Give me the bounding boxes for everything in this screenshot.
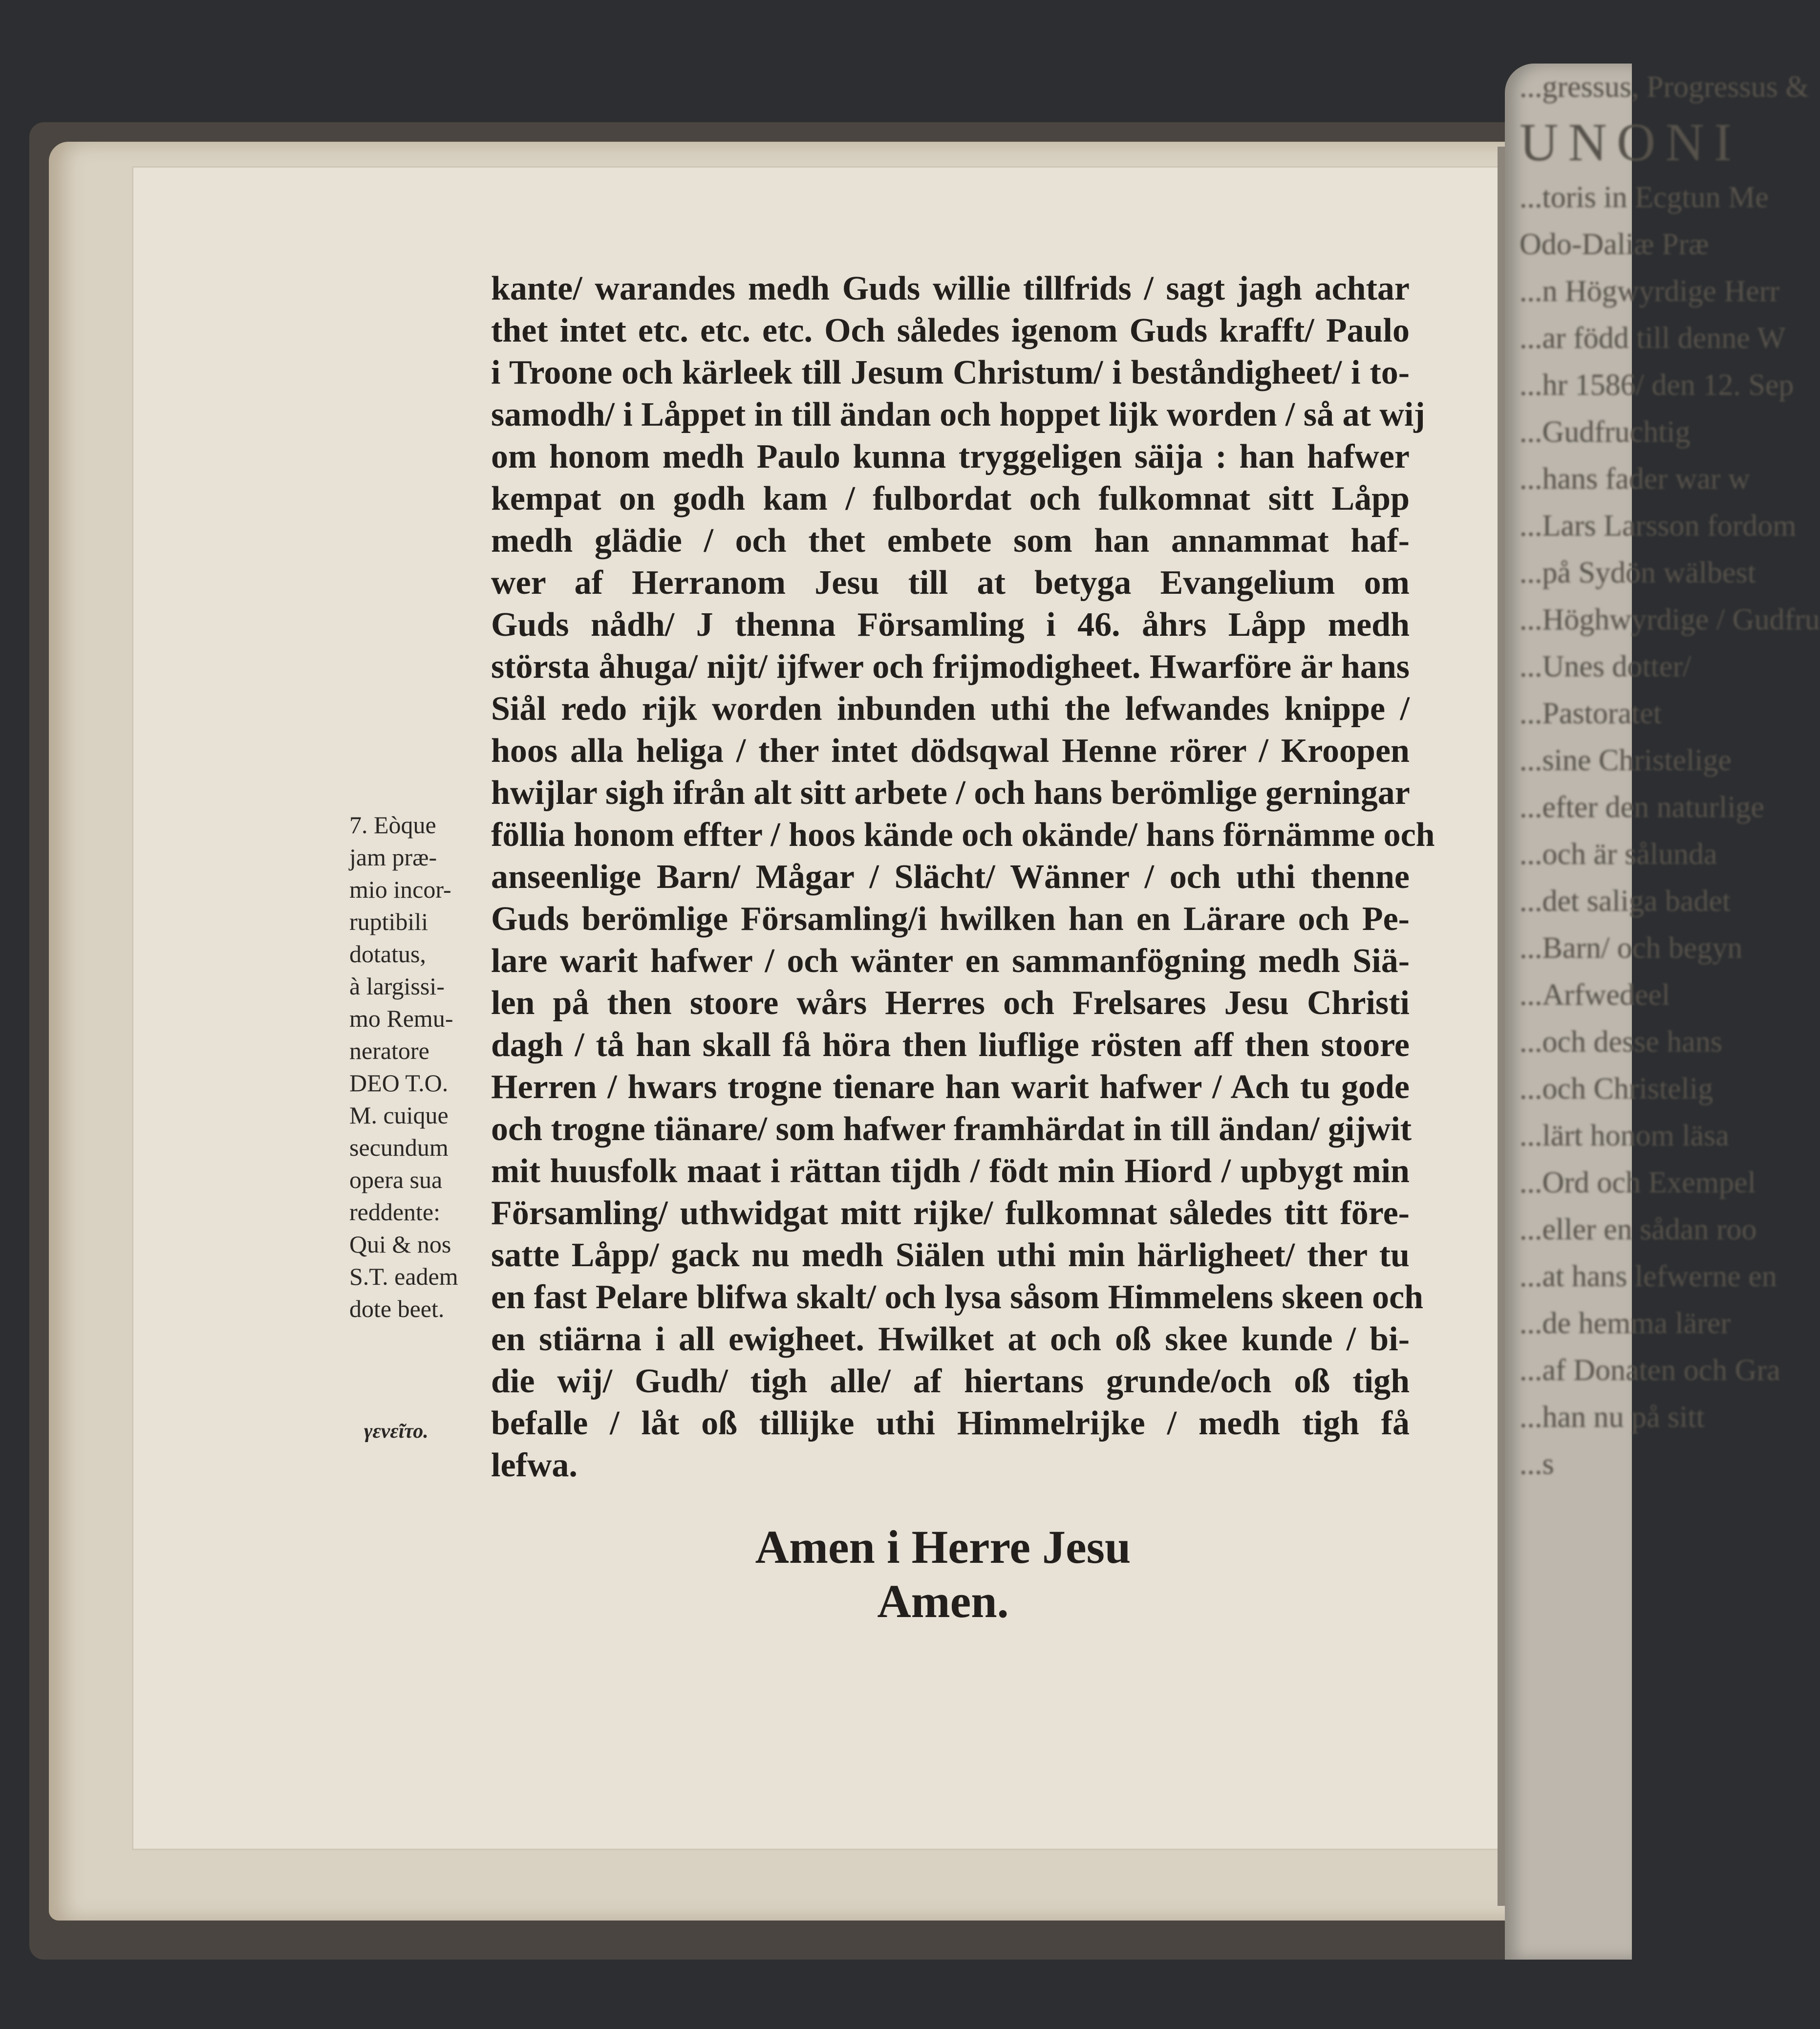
right-page-line: ...de hemma lärer [1520, 1307, 1731, 1340]
right-page-line: ...på Sydön wälbest [1520, 556, 1756, 589]
right-page-line: ...s [1520, 1447, 1554, 1481]
text-line: Guds berömlige Församling/i hwilken han en Lärare och Pe- [491, 900, 1410, 938]
right-page-line: ...efter den naturlige [1520, 791, 1764, 824]
margin-note-line: mo Remu- [349, 1005, 453, 1032]
margin-note-line: dotatus, [349, 940, 426, 968]
main-text-block [491, 268, 1435, 1487]
text-line: Guds nådh/ J thenna Församling i 46. åhrs Låpp medh [491, 606, 1410, 644]
right-page-line: UNONI [1520, 112, 1742, 172]
greek-marginal-word: γενεῖτο. [364, 1420, 428, 1443]
text-line: dagh / tå han skall få höra then liuflige rösten aff then stoore [491, 1026, 1410, 1064]
text-line: satte Låpp/ gack nu medh Siälen uthi min härligheet/ ther tu [491, 1236, 1410, 1274]
right-page-line: ...at hans lefwerne en [1520, 1260, 1777, 1293]
text-line: en stiärna i all ewigheet. Hwilket at och oß skee kunde / bi- [491, 1320, 1410, 1358]
text-line: Herren / hwars trogne tienare han warit hafwer / Ach tu gode [491, 1068, 1410, 1106]
right-page-line: ...ar född till denne W [1520, 322, 1786, 355]
right-page-line: ...n Högwyrdige Herr [1520, 275, 1780, 308]
margin-note-line: Qui & nos [349, 1230, 451, 1258]
text-line: lefwa. [491, 1446, 578, 1484]
text-line: kante/ warandes medh Guds willie tillfrids / sagt jagh achtar [491, 270, 1410, 307]
text-line: i Troone och kärleek till Jesum Christum/ i beståndigheet/ i to- [491, 354, 1410, 391]
right-page-line: ...sine Christelige [1520, 744, 1732, 777]
margin-note-line: DEO T.O. [349, 1069, 449, 1097]
text-line: anseenlige Barn/ Mågar / Slächt/ Wänner / och uthi thenne [491, 858, 1410, 896]
right-page-line: ...Barn/ och begyn [1520, 931, 1743, 965]
right-page-line: ...eller en sådan roo [1520, 1213, 1757, 1246]
right-page-line: ...hans fader war w [1520, 462, 1750, 496]
margin-note-line: 7. Eòque [349, 811, 436, 839]
margin-note-line: à largissi- [349, 972, 445, 1000]
right-page-line: ...Gudfruchtig [1520, 415, 1691, 449]
margin-note-line: ruptibili [349, 908, 428, 935]
right-page-line: ...Höghwyrdige / Gudfru [1520, 603, 1820, 636]
margin-note-line: M. cuique [349, 1101, 449, 1129]
text-line: om honom medh Paulo kunna tryggeligen säija : han hafwer [491, 438, 1410, 475]
right-page-line: ...lärt honom läsa [1520, 1119, 1729, 1152]
right-page-curled [1505, 64, 1820, 1960]
margin-note [349, 809, 491, 1325]
text-line: medh glädie / och thet embete som han annammat haf- [491, 522, 1410, 560]
margin-note-line: opera sua [349, 1166, 443, 1193]
text-line: befalle / låt oß tillijke uthi Himmelrijke / medh tigh få [491, 1404, 1410, 1442]
text-line: största åhuga/ nijt/ ijfwer och frijmodigheet. Hwarföre är hans [491, 648, 1410, 686]
right-page-line: ...och Christelig [1520, 1072, 1713, 1105]
right-page-line: ...Ord och Exempel [1520, 1166, 1756, 1199]
right-page-line: ...Arfwedeel [1520, 978, 1670, 1012]
text-line: samodh/ i Låppet in till ändan och hoppet lijk worden / så at wij [491, 396, 1425, 433]
closing-line: Amen i Herre Jesu Amen. [755, 1521, 1131, 1627]
right-page-line: Odo-Daliæ Præ [1520, 228, 1709, 261]
margin-note-line: dote beet. [349, 1295, 445, 1322]
right-page-line: ...gressus, Progressus & [1520, 70, 1809, 104]
margin-note-line: S.T. eadem [349, 1263, 458, 1290]
right-page-line: ...af Donaten och Gra [1520, 1354, 1780, 1387]
right-page-line: ...det saliga badet [1520, 885, 1731, 918]
right-page-line: ...Unes dotter/ [1520, 650, 1692, 683]
margin-note-line: secundum [349, 1134, 449, 1161]
margin-note-line: mio incor- [349, 876, 451, 903]
right-page-line: ...Pastoratet [1520, 697, 1662, 730]
text-line: wer af Herranom Jesu till at betyga Evangelium om [491, 564, 1410, 602]
text-line: och trogne tiänare/ som hafwer framhärdat in till ändan/ gijwit [491, 1110, 1412, 1148]
text-line: Siål redo rijk worden inbunden uthi the lefwandes knippe / [491, 690, 1410, 728]
text-line: mit huusfolk maat i rättan tijdh / födt min Hiord / upbygt min [491, 1152, 1410, 1190]
text-line: en fast Pelare blifwa skalt/ och lysa såsom Himmelens skeen och [491, 1278, 1424, 1316]
text-line: lare warit hafwer / och wänter en sammanfögning medh Siä- [491, 942, 1410, 980]
text-line: hwijlar sigh ifrån alt sitt arbete / och hans berömlige gerningar [491, 774, 1410, 812]
text-line: Församling/ uthwidgat mitt rijke/ fulkomnat således titt före- [491, 1194, 1410, 1232]
text-line: kempat on godh kam / fulbordat och fulkomnat sitt Låpp [491, 480, 1410, 518]
text-line: föllia honom effter / hoos kände och okände/ hans förnämme och [491, 816, 1435, 854]
margin-note-line: neratore [349, 1037, 429, 1064]
text-line: die wij/ Gudh/ tigh alle/ af hiertans grunde/och oß tigh [491, 1362, 1410, 1400]
text-line: len på then stoore wårs Herres och Frelsares Jesu Christi [491, 984, 1410, 1022]
right-page-line: ...och desse hans [1520, 1025, 1722, 1058]
margin-note-line: reddente: [349, 1198, 441, 1226]
right-page-line: ...hr 1586/ den 12. Sep [1520, 368, 1794, 402]
right-page-line: ...toris in Ecgtun Me [1520, 181, 1769, 214]
right-page-line: ...han nu på sitt [1520, 1401, 1705, 1434]
right-page-line: ...och är sålunda [1520, 838, 1717, 871]
right-page-line: ...Lars Larsson fordom [1520, 509, 1797, 542]
margin-note-line: jam præ- [349, 843, 437, 871]
text-line: thet intet etc. etc. etc. Och således igenom Guds krafft/ Paulo [491, 312, 1410, 349]
text-line: hoos alla heliga / ther intet dödsqwal Henne rörer / Kroopen [491, 732, 1410, 770]
